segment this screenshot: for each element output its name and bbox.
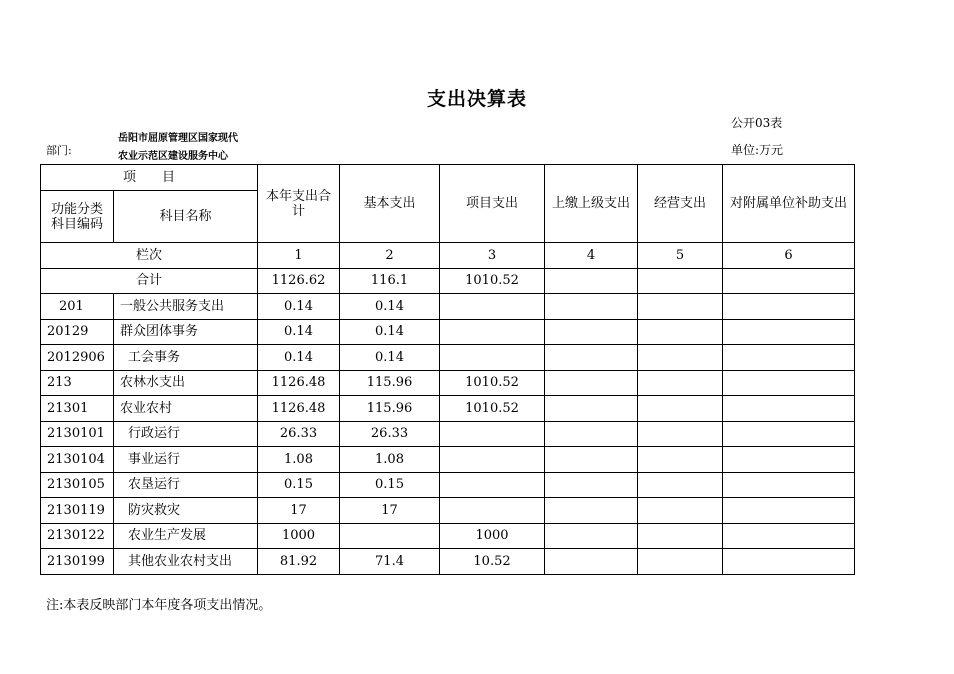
- row-name: 农林水支出: [114, 370, 258, 396]
- row-code: 2130199: [41, 549, 114, 575]
- row-basic: 115.96: [340, 396, 440, 422]
- row-total: 0.15: [258, 472, 340, 498]
- row-project: 1010.52: [440, 370, 545, 396]
- total-row-project: 1010.52: [440, 268, 545, 294]
- header-subsidy: 对附属单位补助支出: [723, 165, 855, 243]
- row-name: 工会事务: [114, 345, 258, 371]
- row-project: [440, 294, 545, 320]
- form-number: 公开03表: [731, 116, 783, 130]
- row-code: 2130122: [41, 523, 114, 549]
- row-basic: [340, 523, 440, 549]
- column-4: 4: [545, 243, 638, 269]
- table-row: [41, 549, 855, 575]
- row-project: [440, 498, 545, 524]
- row-code: 2012906: [41, 345, 114, 371]
- row-name: 防灾救灾: [114, 498, 258, 524]
- row-basic: 0.15: [340, 472, 440, 498]
- row-total: 1126.48: [258, 396, 340, 422]
- table-row: [41, 294, 855, 320]
- row-name: 行政运行: [114, 421, 258, 447]
- header-total: 本年支出合计: [258, 165, 340, 243]
- row-code: 2130101: [41, 421, 114, 447]
- row-basic: 115.96: [340, 370, 440, 396]
- column-5: 5: [638, 243, 723, 269]
- row-basic: 17: [340, 498, 440, 524]
- row-name: 一般公共服务支出: [114, 294, 258, 320]
- total-row-business: [638, 268, 723, 294]
- row-project: [440, 472, 545, 498]
- row-name: 事业运行: [114, 447, 258, 473]
- row-name: 农业生产发展: [114, 523, 258, 549]
- page-title: 支出决算表: [426, 88, 527, 110]
- row-code: 213: [41, 370, 114, 396]
- row-code: 201: [41, 294, 114, 320]
- row-basic: 0.14: [340, 294, 440, 320]
- department-name: [118, 130, 238, 166]
- header-project: 项目支出: [440, 165, 545, 243]
- header-item: 项 目: [41, 165, 258, 191]
- row-basic: 71.4: [340, 549, 440, 575]
- row-total: 0.14: [258, 294, 340, 320]
- total-row-label: 合计: [41, 268, 258, 294]
- row-code: 2130119: [41, 498, 114, 524]
- row-name: 农垦运行: [114, 472, 258, 498]
- row-basic: 0.14: [340, 319, 440, 345]
- table-row: [41, 370, 855, 396]
- row-code: 2130105: [41, 472, 114, 498]
- column-3: 3: [440, 243, 545, 269]
- table-row: [41, 498, 855, 524]
- row-project: [440, 421, 545, 447]
- table-row: [41, 523, 855, 549]
- table-row: [41, 472, 855, 498]
- row-total: 0.14: [258, 345, 340, 371]
- table-row: [41, 345, 855, 371]
- row-name: 群众团体事务: [114, 319, 258, 345]
- row-project: 10.52: [440, 549, 545, 575]
- table-row: [41, 319, 855, 345]
- row-project: 1000: [440, 523, 545, 549]
- column-2: 2: [340, 243, 440, 269]
- row-basic: 0.14: [340, 345, 440, 371]
- row-code: 2130104: [41, 447, 114, 473]
- footnote: 注:本表反映部门本年度各项支出情况。: [46, 598, 272, 613]
- column-1: 1: [258, 243, 340, 269]
- row-total: 1000: [258, 523, 340, 549]
- unit-label: 单位:万元: [731, 143, 784, 157]
- total-row-basic: 116.1: [340, 268, 440, 294]
- table-row: [41, 421, 855, 447]
- department-name-line1: 岳阳市屈原管理区国家现代: [118, 133, 238, 144]
- total-row-subsidy: [723, 268, 855, 294]
- row-total: 26.33: [258, 421, 340, 447]
- row-total: 1126.48: [258, 370, 340, 396]
- total-row-total: 1126.62: [258, 268, 340, 294]
- table-row: [41, 396, 855, 422]
- header-code: 功能分类科目编码: [41, 191, 114, 243]
- row-code: 20129: [41, 319, 114, 345]
- header-basic: 基本支出: [340, 165, 440, 243]
- department-name-line2: 农业示范区建设服务中心: [118, 151, 228, 162]
- row-total: 0.14: [258, 319, 340, 345]
- header-name: 科目名称: [114, 191, 258, 243]
- row-total: 1.08: [258, 447, 340, 473]
- row-code: 21301: [41, 396, 114, 422]
- row-name: 其他农业农村支出: [114, 549, 258, 575]
- row-basic: 1.08: [340, 447, 440, 473]
- expenditure-table: [40, 164, 855, 575]
- row-project: [440, 319, 545, 345]
- header-business: 经营支出: [638, 165, 723, 243]
- department-label: 部门:: [46, 144, 72, 157]
- column-row-label: 栏次: [41, 243, 258, 269]
- row-project: 1010.52: [440, 396, 545, 422]
- row-basic: 26.33: [340, 421, 440, 447]
- row-total: 17: [258, 498, 340, 524]
- header-upper: 上缴上级支出: [545, 165, 638, 243]
- column-6: 6: [723, 243, 855, 269]
- row-project: [440, 447, 545, 473]
- total-row-upper: [545, 268, 638, 294]
- row-name: 农业农村: [114, 396, 258, 422]
- row-project: [440, 345, 545, 371]
- table-row: [41, 447, 855, 473]
- row-total: 81.92: [258, 549, 340, 575]
